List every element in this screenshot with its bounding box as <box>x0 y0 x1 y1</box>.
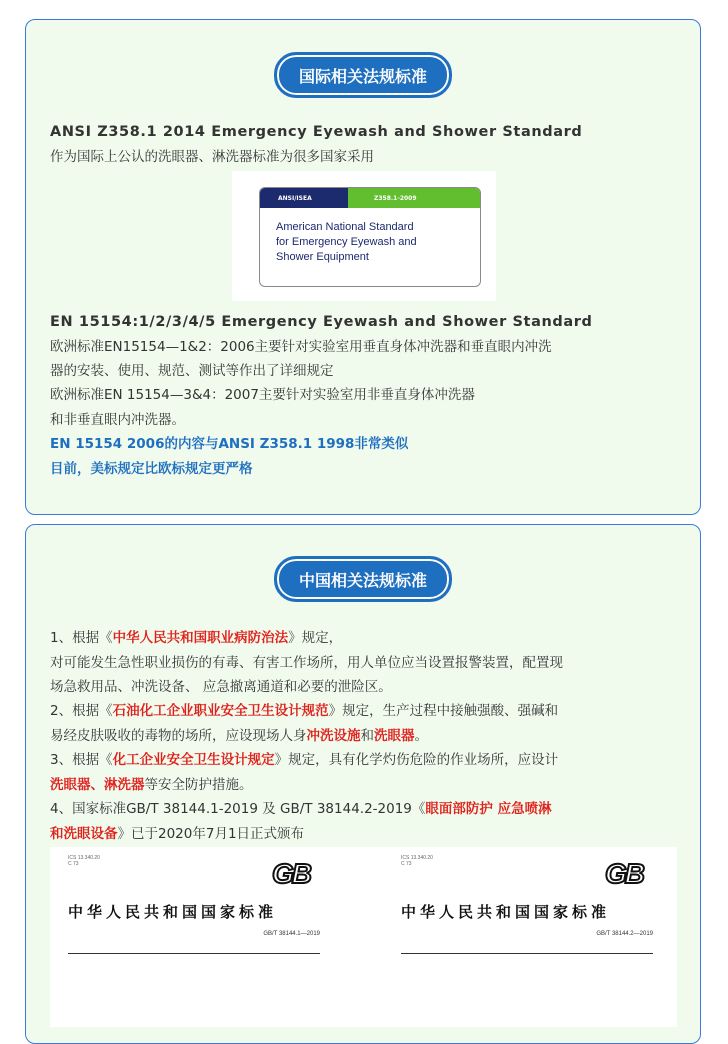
ansi-cover-line1: American National Standard <box>276 221 414 233</box>
text: 和 <box>360 728 374 744</box>
china-item-1 <box>50 629 342 647</box>
text: 》规定，生产过程中接触强酸、强碱和 <box>328 703 559 719</box>
standard-code: GB/T 38144.1—2019 <box>263 931 320 937</box>
ics-code: ICS 13.340.20 <box>68 855 100 861</box>
gb-logo-icon: GB <box>272 858 310 889</box>
ics-label <box>401 855 433 867</box>
divider <box>401 953 653 954</box>
text: 》规定， <box>288 630 343 646</box>
standard-code: GB/T 38144.2—2019 <box>596 931 653 937</box>
china-item-1-line2: 对可能发生急性职业损伤的有毒、有害工作场所，用人单位应当设置报警装置，配置现 <box>50 655 563 671</box>
china-item-2 <box>50 702 558 720</box>
eyewash-shower-term: 洗眼器、淋洗器 <box>50 777 145 793</box>
highlight-comparison: EN 15154 2006的内容与ANSI Z358.1 1998非常类似 <box>50 436 409 452</box>
text: 。 <box>414 728 428 744</box>
ccs-code: C 73 <box>68 861 79 867</box>
ics-code: ICS 13.340.20 <box>401 855 433 861</box>
ansi-cover-line3: Shower Equipment <box>276 251 369 263</box>
ansi-cover-text <box>276 220 417 265</box>
ccs-code: C 73 <box>401 861 412 867</box>
divider <box>68 953 320 954</box>
gb-cover-part1 <box>50 847 340 1027</box>
national-standard-title: 中华人民共和国国家标准 <box>68 903 278 921</box>
china-standards-card <box>25 524 701 1044</box>
china-item-2-line2 <box>50 727 428 745</box>
ansi-heading: ANSI Z358.1 2014 Emergency Eyewash and Shower Standard <box>50 124 583 140</box>
ansi-standard-cover-image <box>232 171 496 301</box>
international-standards-card <box>25 19 701 515</box>
china-item-3 <box>50 751 558 769</box>
en-line-4: 和非垂直眼内冲洗器。 <box>50 412 185 428</box>
text: 3、根据《 <box>50 752 113 768</box>
international-standards-title: 国际相关法规标准 <box>274 52 452 98</box>
national-standard-title: 中华人民共和国国家标准 <box>401 903 611 921</box>
en-heading: EN 15154:1/2/3/4/5 Emergency Eyewash and Shower Standard <box>50 314 593 330</box>
china-standards-title: 中国相关法规标准 <box>274 556 452 602</box>
law-name-petrochemical: 石油化工企业职业安全卫生设计规范 <box>112 703 329 719</box>
text: 》规定，具有化学灼伤危险的作业场所，应设计 <box>274 752 559 768</box>
text: 1、根据《 <box>50 630 113 646</box>
en-line-2: 器的安装、使用、规范、测试等作出了详细规定 <box>50 363 334 379</box>
ics-label <box>68 855 100 867</box>
ansi-description: 作为国际上公认的洗眼器、淋洗器标准为很多国家采用 <box>50 149 374 165</box>
en-line-3: 欧洲标准EN 15154—3&4：2007主要针对实验室用非垂直身体冲洗器 <box>50 387 475 403</box>
china-item-4 <box>50 800 552 818</box>
gb-cover-part2 <box>383 847 673 1027</box>
eyewash-term: 洗眼器 <box>374 728 415 744</box>
text: 》已于2020年7月1日正式颁布 <box>117 826 305 842</box>
flush-facility-term: 冲洗设施 <box>306 728 361 744</box>
gb-standard-covers-image <box>50 847 677 1027</box>
text: 易经皮肤吸收的毒物的场所，应设现场人身 <box>50 728 307 744</box>
standard-name-part1: 眼面部防护 应急喷淋 <box>425 801 552 817</box>
text: 4、国家标准GB/T 38144.1-2019 及 GB/T 38144.2-2019《 <box>50 801 426 817</box>
ansi-cover-frame <box>259 187 481 287</box>
china-item-3-line2 <box>50 776 253 794</box>
law-name-chemical-safety: 化工企业安全卫生设计规定 <box>112 752 275 768</box>
text: 2、根据《 <box>50 703 113 719</box>
ansi-band-right: Z358.1-2009 <box>348 188 480 208</box>
law-name-occupational-disease: 中华人民共和国职业病防治法 <box>112 630 289 646</box>
ansi-band-left: ANSI/ISEA <box>260 188 348 208</box>
standard-name-part2: 和洗眼设备 <box>50 826 118 842</box>
ansi-cover-line2: for Emergency Eyewash and <box>276 236 417 248</box>
text: 等安全防护措施。 <box>144 777 253 793</box>
china-item-4-line2 <box>50 825 304 843</box>
en-line-1: 欧洲标准EN15154—1&2：2006主要针对实验室用垂直身体冲洗器和垂直眼内冲洗 <box>50 339 552 355</box>
china-item-1-line3: 场急救用品、冲洗设备、 应急撤离通道和必要的泄险区。 <box>50 679 392 695</box>
highlight-strictness: 目前，美标规定比欧标规定更严格 <box>50 461 253 477</box>
gb-logo-icon: GB <box>605 858 643 889</box>
